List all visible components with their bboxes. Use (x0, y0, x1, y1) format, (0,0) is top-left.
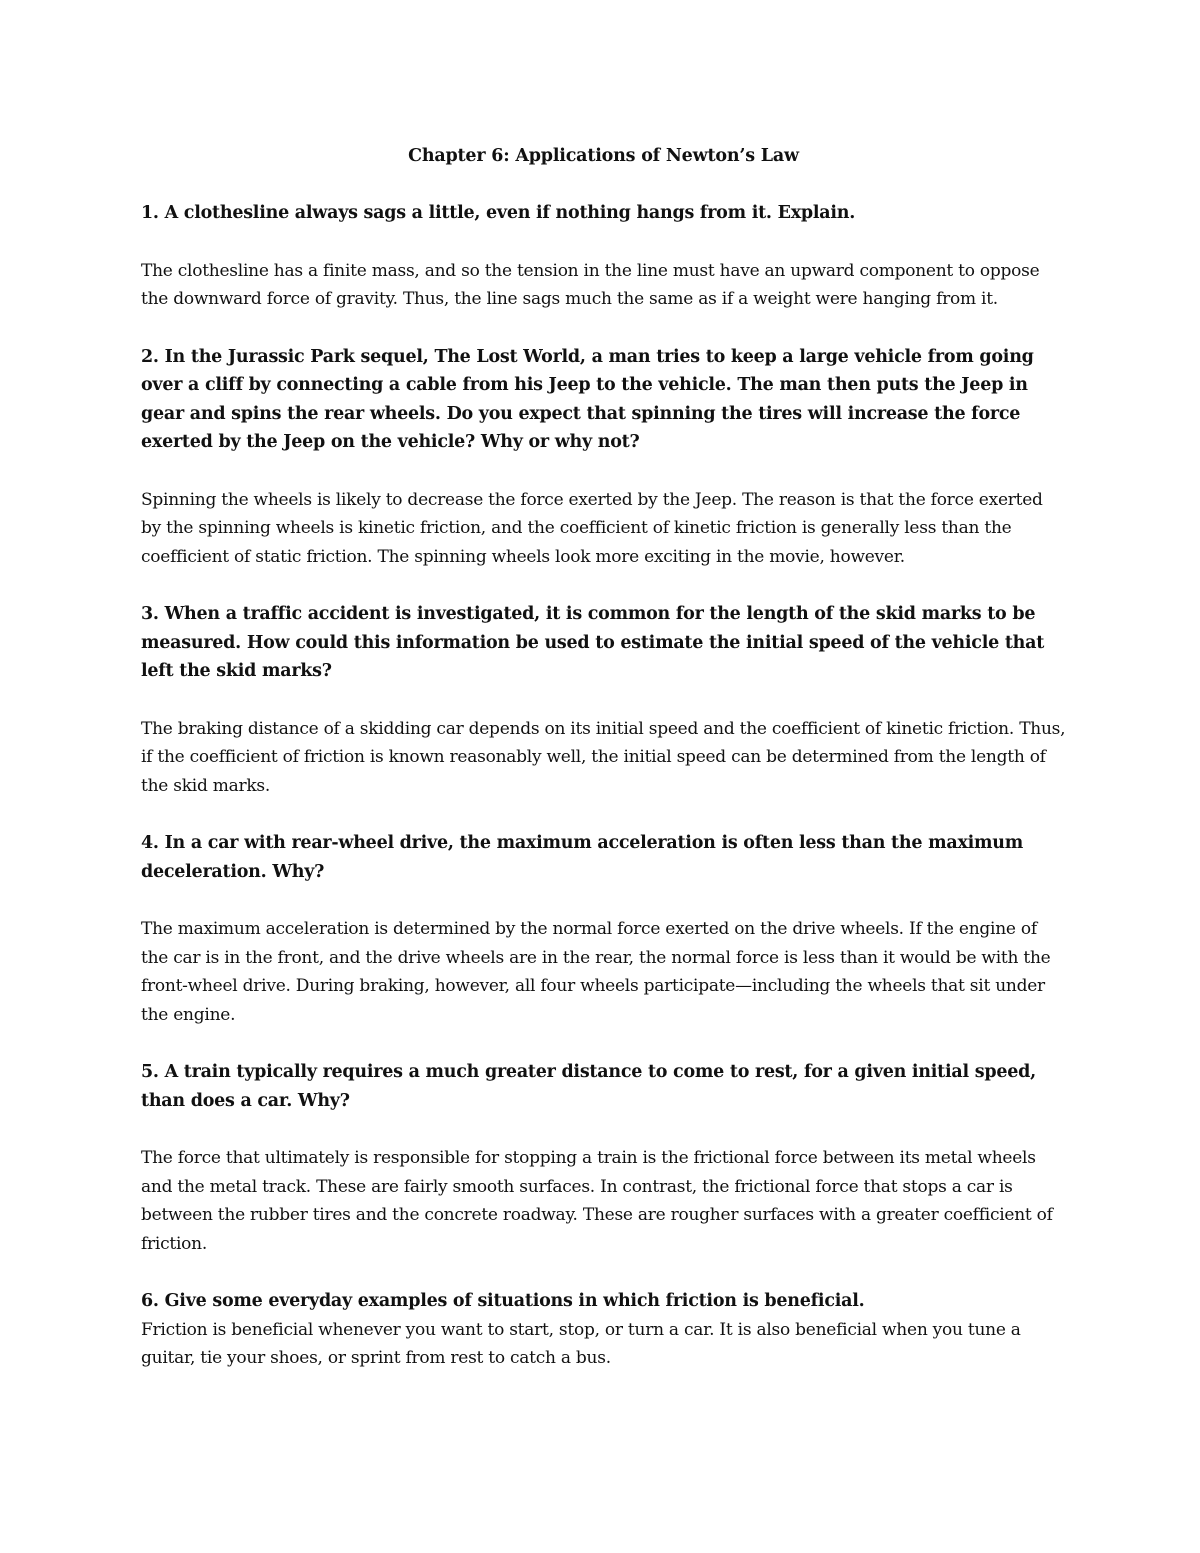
qa-item-6 (141, 1287, 1066, 1373)
qa-item-5 (141, 1058, 1066, 1258)
answer-2: Spinning the wheels is likely to decrease the force exerted by the Jeep. The reason is that the force exerted by the spinning wheels is kinetic friction, and the coefficient of kinetic friction is generally less than the coefficient of static friction. The spinning wheels look more exciting in the movie, however. (141, 489, 1043, 567)
answer-1: The clothesline has a finite mass, and so the tension in the line must have an upward component to oppose the downward force of gravity. Thus, the line sags much the same as if a weight were hanging from it. (141, 260, 1040, 309)
question-2: 2. In the Jurassic Park sequel, The Lost World, a man tries to keep a large vehicle from going over a cliff by connecting a cable from his Jeep to the vehicle. The man then puts the Jeep in gear and spins the rear wheels. Do you expect that spinning the tires will increase the force exerted by the Jeep on the vehicle? Why or why not? (141, 346, 1034, 452)
answer-4: The maximum acceleration is determined by the normal force exerted on the drive wheels. If the engine of the car is in the front, and the drive wheels are in the rear, the normal force is less than it would be with the front-wheel drive. During braking, however, all four wheels participate—including the wheels that sit under the engine. (141, 919, 1051, 1025)
qa-item-3 (141, 600, 1066, 800)
question-5: 5. A train typically requires a much greater distance to come to rest, for a given initial speed, than does a car. Why? (141, 1062, 1036, 1111)
page-title: Chapter 6: Applications of Newton’s Law (408, 146, 799, 166)
qa-item-2 (141, 343, 1066, 572)
qa-item-4 (141, 829, 1066, 1029)
qa-item-1 (141, 199, 1066, 314)
document-body (141, 142, 1066, 1373)
question-3: 3. When a traffic accident is investigated, it is common for the length of the skid marks to be measured. How could this information be used to estimate the initial speed of the vehicle that left the skid marks? (141, 604, 1045, 681)
question-1: 1. A clothesline always sags a little, even if nothing hangs from it. Explain. (141, 203, 856, 223)
question-6: 6. Give some everyday examples of situations in which friction is beneficial. (141, 1291, 865, 1311)
answer-5: The force that ultimately is responsible for stopping a train is the frictional force between its metal wheels and the metal track. These are fairly smooth surfaces. In contrast, the frictional force that stops a car is between the rubber tires and the concrete roadway. These are rougher surfaces with a greater coefficient of friction. (141, 1148, 1053, 1254)
answer-6: Friction is beneficial whenever you want to start, stop, or turn a car. It is also beneficial when you tune a guitar, tie your shoes, or sprint from rest to catch a bus. (141, 1319, 1021, 1368)
answer-3: The braking distance of a skidding car depends on its initial speed and the coefficient of kinetic friction. Thus, if the coefficient of friction is known reasonably well, the initial speed can be determined from the length of the skid marks. (141, 718, 1066, 796)
question-4: 4. In a car with rear-wheel drive, the maximum acceleration is often less than the maximum deceleration. Why? (141, 833, 1024, 882)
